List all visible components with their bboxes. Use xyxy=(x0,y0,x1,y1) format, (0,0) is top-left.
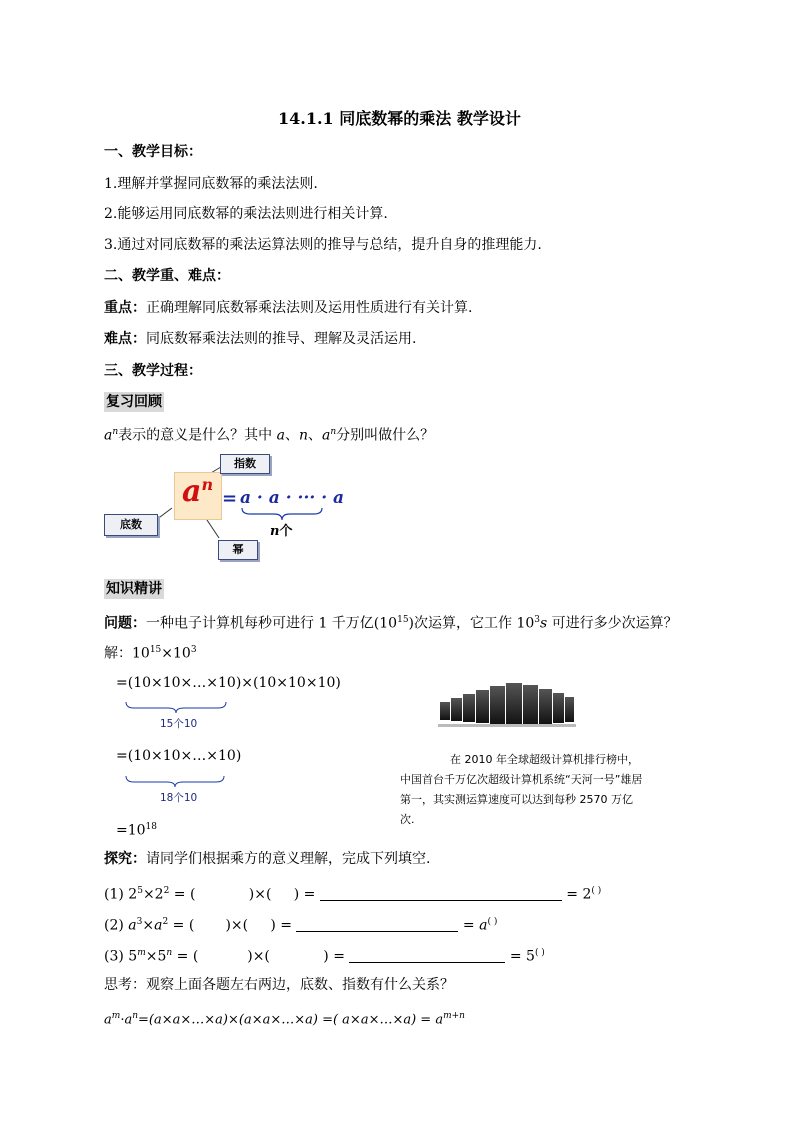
goal-item-1: 1.理解并掌握同底数幂的乘法法则. xyxy=(104,176,318,192)
brace-18 xyxy=(124,774,226,788)
q3-eend: ( ) xyxy=(534,948,545,958)
problem-unit: s xyxy=(540,615,548,632)
q3-num: (3) 5 xyxy=(104,948,138,965)
step3-base: =10 xyxy=(116,822,146,839)
base-label-box: 底数 xyxy=(104,514,158,536)
formula-dot: · xyxy=(120,1012,125,1028)
formula-m: m xyxy=(111,1011,121,1021)
q3-e1: m xyxy=(137,948,146,958)
key-point-text: 正确理解同底数幂乘法法则及运用性质进行有关计算. xyxy=(146,300,473,316)
q-sep2: 、 xyxy=(308,427,322,444)
q2-e1: 3 xyxy=(136,917,143,927)
supercomputer-caption: 在 2010 年全球超级计算机排行榜中，中国首台千万亿次超级计算机系统“天河一号”雄居第一，其实测运算速度可以达到每秒 2570 万亿次. xyxy=(400,753,643,826)
goal-item-3: 3.通过对同底数幂的乘法运算法则的推导与总结，提升自身的推理能力. xyxy=(104,237,542,253)
problem-statement xyxy=(104,610,678,634)
q3-mid: = ( )×( ) = xyxy=(172,948,350,965)
q1-answer-blank[interactable] xyxy=(320,886,562,901)
goal-item-2: 2.能够运用同底数幂的乘法法则进行相关计算. xyxy=(104,206,388,222)
power-diagram xyxy=(104,450,344,568)
q1-x: ×2 xyxy=(142,886,164,903)
q-a2: a xyxy=(322,427,331,444)
count-unit: 个 xyxy=(279,524,293,539)
difficult-point-text: 同底数幂乘法法则的推导、理解及灵活运用. xyxy=(146,331,417,347)
q2-end: = xyxy=(458,917,480,934)
q1-num: (1) 2 xyxy=(104,886,138,903)
q2-answer-blank[interactable] xyxy=(296,917,458,932)
brace-15-label: 15个10 xyxy=(160,718,198,730)
q3-e2: n xyxy=(166,948,173,958)
step3-exp: 18 xyxy=(145,822,157,832)
section-heading-process: 三、教学过程： xyxy=(104,363,202,379)
solution-step1: =(10×10×…×10)×(10×10×10) xyxy=(116,675,341,691)
review-tag xyxy=(104,391,164,412)
q2-eend: ( ) xyxy=(487,917,498,927)
solution-start xyxy=(104,640,197,664)
sol-exp1: 15 xyxy=(149,645,162,655)
section-heading-keypoints: 二、教学重、难点： xyxy=(104,268,230,284)
q2-b3: a xyxy=(479,917,488,934)
sol-prefix: 解：10 xyxy=(104,645,150,662)
problem-text2: )次运算，它工作 10 xyxy=(408,615,535,632)
knowledge-tag xyxy=(104,578,164,599)
difficult-point-label: 难点： xyxy=(104,331,146,347)
power-exp: n xyxy=(201,475,214,494)
problem-text1: 一种电子计算机每秒可进行 1 千万亿(10 xyxy=(146,615,398,632)
equals-sign: = xyxy=(222,488,238,509)
count-n: n xyxy=(270,524,280,539)
exponent-label-box: 指数 xyxy=(220,454,270,474)
page-title: 14.1.1 同底数幂的乘法 教学设计 xyxy=(278,109,521,128)
q-exp2: n xyxy=(330,427,337,437)
general-formula xyxy=(104,1006,465,1030)
brace-18-label: 18个10 xyxy=(160,792,198,804)
think-question: 思考：观察上面各题左右两边，底数、指数有什么关系？ xyxy=(104,977,454,993)
q-base: a xyxy=(104,427,113,444)
q3-end: = 5 xyxy=(505,948,535,965)
q-text1: 表示的意义是什么？其中 xyxy=(118,427,277,444)
power-base: a xyxy=(182,474,202,509)
exercise-2 xyxy=(104,912,497,936)
q3-answer-blank[interactable] xyxy=(349,948,505,963)
q1-mid: = ( )×( ) = xyxy=(169,886,320,903)
exercise-3 xyxy=(104,943,545,967)
sol-exp2: 3 xyxy=(190,645,197,655)
problem-text3: 可进行多少次运算？ xyxy=(547,615,678,632)
solution-step2: =(10×10×…×10) xyxy=(116,748,242,764)
q1-e1: 5 xyxy=(137,886,143,896)
q1-end: = 2 xyxy=(561,886,592,903)
exercise-1 xyxy=(104,881,601,905)
q2-mid: = ( )×( ) = xyxy=(168,917,297,934)
power-expression xyxy=(182,474,213,509)
q-n: n xyxy=(298,427,308,444)
review-tag-label: 复习回顾 xyxy=(106,394,162,410)
difficult-point xyxy=(104,329,416,349)
formula-body: =(a×a×…×a)×(a×a×…×a) =( a×a×…×a) = a xyxy=(138,1012,444,1028)
key-point xyxy=(104,298,472,318)
count-label xyxy=(270,520,292,539)
power-label-box: 幂 xyxy=(218,540,258,560)
q2-b: a xyxy=(128,917,137,934)
problem-exp2: 3 xyxy=(534,615,541,625)
product-expression: a · a · ··· · a xyxy=(240,488,345,508)
q2-e2: 2 xyxy=(162,917,169,927)
supercomputer-image xyxy=(438,680,576,728)
key-point-label: 重点： xyxy=(104,300,146,316)
section-heading-goals: 一、教学目标： xyxy=(104,144,202,160)
brace-15 xyxy=(124,700,228,714)
problem-label: 问题： xyxy=(104,615,146,632)
q-text2: 分别叫做什么？ xyxy=(336,427,435,444)
explore-text: 请同学们根据乘方的意义理解，完成下列填空. xyxy=(146,851,431,867)
q2-b2: a xyxy=(154,917,163,934)
formula-mn: m+n xyxy=(443,1011,465,1021)
q-exp: n xyxy=(112,427,119,437)
solution-step3 xyxy=(116,817,157,841)
q-sep1: 、 xyxy=(284,427,299,444)
q2-x: × xyxy=(142,917,155,934)
formula-a: a xyxy=(104,1012,112,1028)
formula-a2: a xyxy=(124,1012,133,1028)
formula-n: n xyxy=(132,1011,139,1021)
q3-x: ×5 xyxy=(145,948,167,965)
knowledge-tag-label: 知识精讲 xyxy=(106,581,162,597)
q1-eend: ( ) xyxy=(591,886,602,896)
q-a: a xyxy=(276,427,285,444)
q2-num: (2) xyxy=(104,917,129,934)
review-question xyxy=(104,422,434,446)
explore-prompt xyxy=(104,849,430,869)
explore-label: 探究： xyxy=(104,851,146,867)
problem-exp1: 15 xyxy=(397,615,409,625)
q1-e2: 2 xyxy=(163,886,170,896)
sol-mid: ×10 xyxy=(161,645,191,662)
